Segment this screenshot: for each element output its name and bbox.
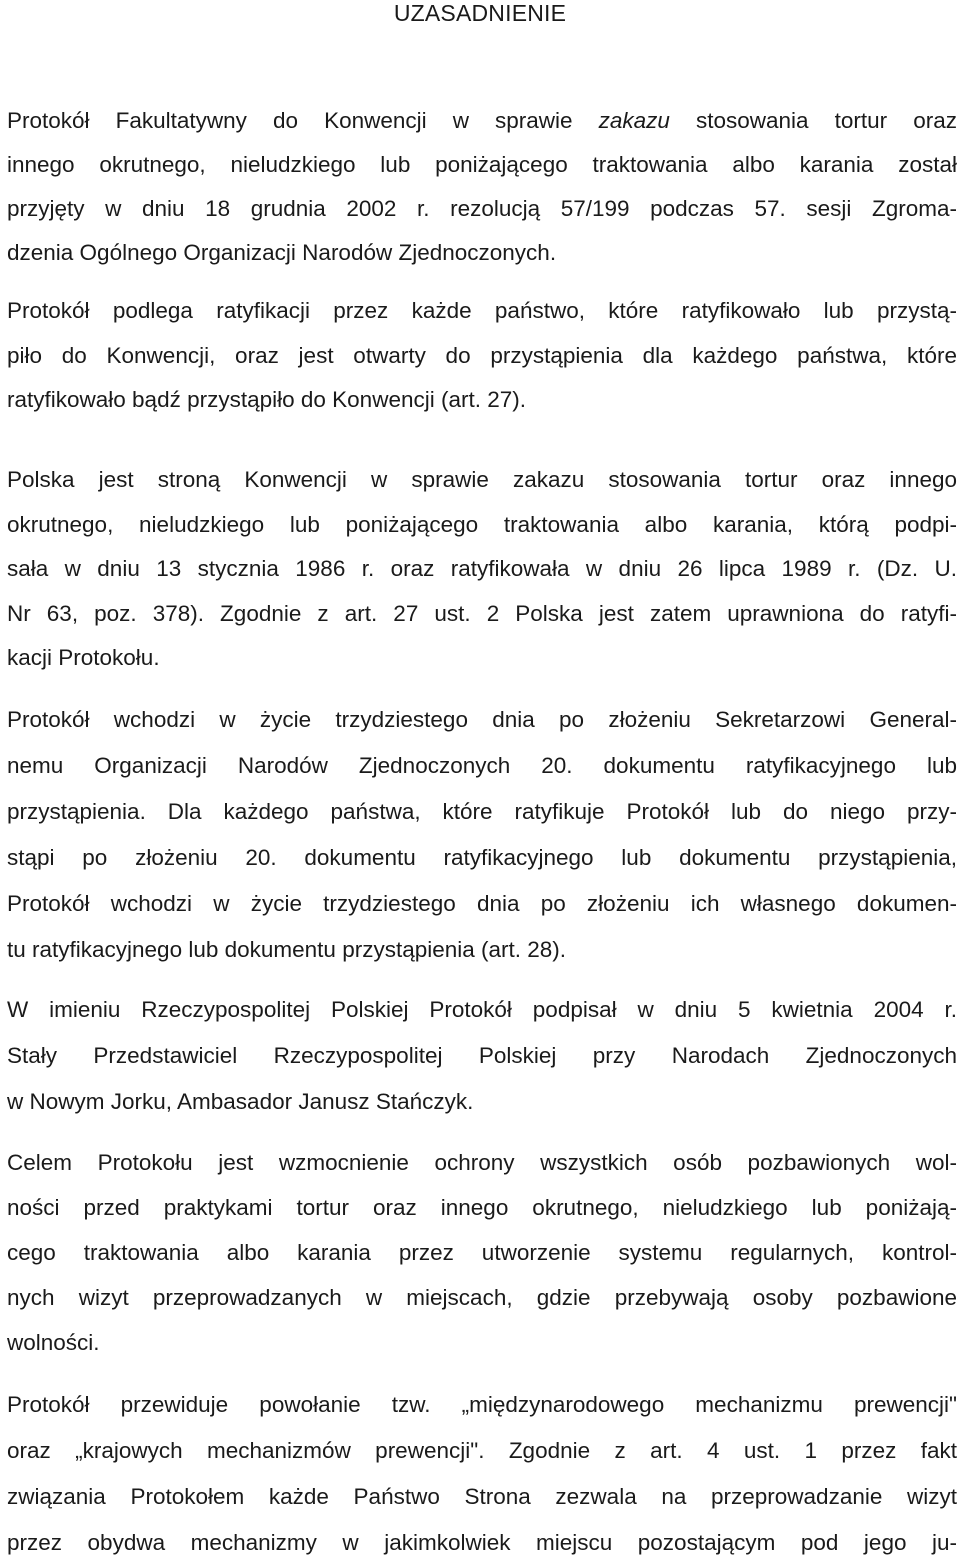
paragraph-line: stąpi po złożeniu 20. dokumentu ratyfikacyjnego lub dokumentu przystąpienia, (7, 845, 957, 870)
paragraph-line: ności przed praktykami tortur oraz innego okrutnego, nieludzkiego lub poniżają- (7, 1195, 957, 1220)
paragraph-line: Protokół przewiduje powołanie tzw. „międzynarodowego mechanizmu prewencji" (7, 1392, 957, 1417)
paragraph-5 (7, 987, 957, 1125)
paragraph-2 (7, 289, 957, 423)
paragraph-line (7, 99, 957, 143)
paragraph-line: sała w dniu 13 stycznia 1986 r. oraz ratyfikowała w dniu 26 lipca 1989 r. (Dz. U. (7, 556, 957, 581)
paragraph-line: Nr 63, poz. 378). Zgodnie z art. 27 ust. 2 Polska jest zatem uprawniona do ratyfi- (7, 600, 957, 626)
paragraph-line: Stały Przedstawiciel Rzeczypospolitej Polskiej przy Narodach Zjednoczonych (7, 1043, 957, 1068)
paragraph-line: okrutnego, nieludzkiego lub poniżającego traktowania albo karania, którą podpi- (7, 511, 957, 537)
line-text: stosowania tortur oraz (669, 108, 957, 133)
document-heading: UZASADNIENIE (393, 0, 567, 26)
paragraph-line: Protokół wchodzi w życie trzydziestego dnia po złożeniu Sekretarzowi General- (7, 707, 957, 732)
paragraph-line: przystąpienia. Dla każdego państwa, które ratyfikuje Protokół lub do niego przy- (7, 799, 957, 824)
paragraph-line: piło do Konwencji, oraz jest otwarty do przystąpienia dla każdego państwa, które (7, 342, 957, 368)
emphasized-word: zakazu (598, 108, 670, 133)
paragraph-line: Protokół wchodzi w życie trzydziestego dnia po złożeniu ich własnego dokumen- (7, 891, 957, 916)
paragraph-4 (7, 697, 957, 973)
paragraph-line: w Nowym Jorku, Ambasador Janusz Stańczyk. (7, 1089, 474, 1114)
paragraph-line: kacji Protokołu. (7, 645, 160, 670)
paragraph-3 (7, 458, 957, 681)
paragraph-line: związania Protokołem każde Państwo Strona zezwala na przeprowadzanie wizyt (7, 1484, 957, 1509)
paragraph-7 (7, 1382, 957, 1566)
paragraph-6 (7, 1140, 957, 1365)
paragraph-line: oraz „krajowych mechanizmów prewencji". Zgodnie z art. 4 ust. 1 przez fakt (7, 1438, 957, 1463)
paragraph-line: wolności. (7, 1330, 100, 1355)
paragraph-line: dzenia Ogólnego Organizacji Narodów Zjednoczonych. (7, 240, 557, 265)
paragraph-line: ratyfikowało bądź przystąpiło do Konwencji (art. 27). (7, 387, 526, 412)
paragraph-line: nych wizyt przeprowadzanych w miejscach, gdzie przebywają osoby pozbawione (7, 1285, 957, 1310)
paragraph-line: Celem Protokołu jest wzmocnienie ochrony wszystkich osób pozbawionych wol- (7, 1150, 957, 1175)
line-text: Protokół Fakultatywny do Konwencji w sprawie (7, 108, 599, 133)
paragraph-line: innego okrutnego, nieludzkiego lub poniżającego traktowania albo karania został (7, 152, 957, 177)
paragraph-1 (7, 99, 957, 275)
paragraph-line: tu ratyfikacyjnego lub dokumentu przystąpienia (art. 28). (7, 937, 567, 962)
paragraph-line: W imieniu Rzeczypospolitej Polskiej Protokół podpisał w dniu 5 kwietnia 2004 r. (7, 997, 957, 1022)
paragraph-line: nemu Organizacji Narodów Zjednoczonych 20. dokumentu ratyfikacyjnego lub (7, 753, 957, 778)
paragraph-line: Protokół podlega ratyfikacji przez każde państwo, które ratyfikowało lub przystą- (7, 298, 957, 323)
paragraph-line: Polska jest stroną Konwencji w sprawie zakazu stosowania tortur oraz innego (7, 467, 957, 492)
paragraph-line: przyjęty w dniu 18 grudnia 2002 r. rezolucją 57/199 podczas 57. sesji Zgroma- (7, 196, 957, 221)
paragraph-line: przez obydwa mechanizmy w jakimkolwiek miejscu pozostającym pod jego ju- (7, 1530, 957, 1555)
paragraph-line: cego traktowania albo karania przez utworzenie systemu regularnych, kontrol- (7, 1240, 957, 1265)
